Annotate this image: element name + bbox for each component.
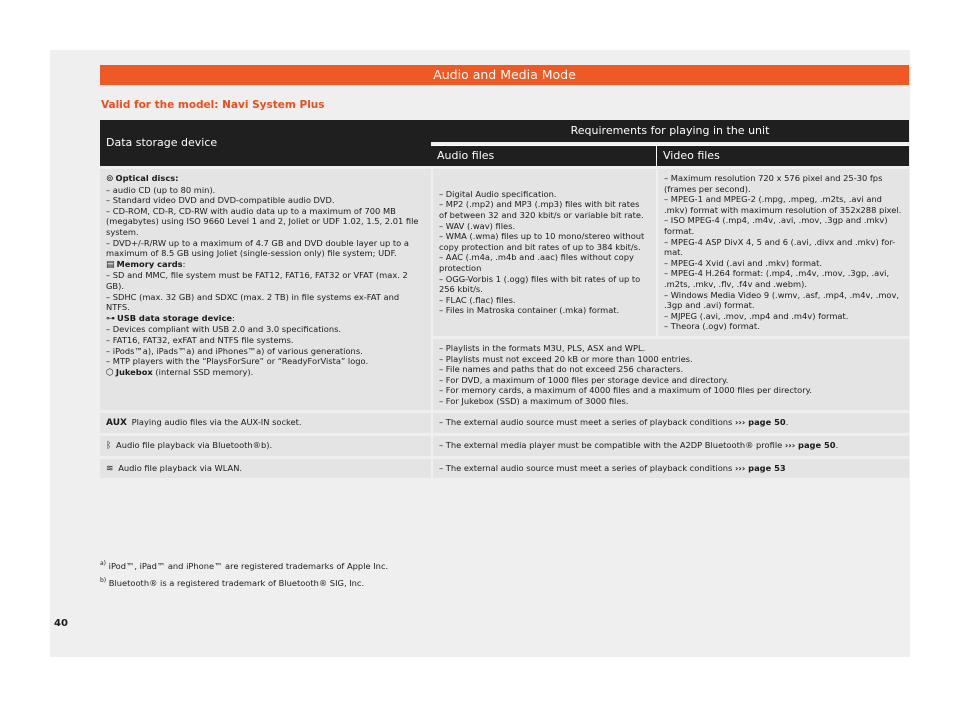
device-line: – audio CD (up to 80 min).: [106, 184, 216, 195]
video-line: – MPEG-1 and MPEG-2 (.mpg, .mpeg, .m2ts, .avi and .mkv) format with maximum resolution of 352x288 pixel.: [664, 194, 902, 215]
valid-for-note: Valid for the model: Navi System Plus: [101, 99, 325, 111]
col-header-device: Data storage device: [100, 120, 431, 166]
device-line: – DVD+/-R/RW up to a maximum of 4.7 GB and DVD double layer up to a maximum of 8.5 GB using Joliet (single-session only) file system; UDF.: [106, 237, 409, 259]
row-label-text: Playing audio files via the AUX-IN socket.: [131, 417, 302, 428]
video-line: – MJPEG (.avi, .mov, .mp4 and .m4v) format.: [664, 310, 849, 321]
manual-page: [50, 50, 910, 657]
row-label-text: Audio file playback via Bluetooth®b).: [116, 440, 273, 451]
row-req-text: – The external audio source must meet a series of playback conditions: [439, 462, 733, 473]
playlist-line: – File names and paths that do not exceed 256 characters.: [439, 364, 684, 375]
page-link[interactable]: ››› page 53: [735, 462, 786, 473]
audio-line: – OGG-Vorbis 1 (.ogg) files with bit rates of up to 256 kbit/s.: [439, 273, 641, 295]
playlist-line: – Playlists must not exceed 20 kB or more than 1000 entries.: [439, 353, 693, 364]
device-line: – SDHC (max. 32 GB) and SDXC (max. 2 TB) in file systems ex-FAT and NTFS.: [106, 291, 400, 313]
device-line: – SD and MMC, file system must be FAT12, FAT16, FAT32 or VFAT (max. 2 GB).: [106, 270, 408, 291]
audio-line: – WMA (.wma) files up to 10 mono/stereo without copy protection and bit rates of up to 384 kbit/s.: [439, 231, 645, 252]
wlan-row-requirement: [431, 459, 909, 479]
video-files-cell: [656, 169, 909, 336]
audio-line: – Files in Matroska container (.mka) format.: [439, 305, 620, 316]
col-header-video: Video files: [656, 145, 909, 166]
row-req-text: – The external media player must be compatible with the A2DP Bluetooth® profile: [439, 440, 783, 451]
optical-disc-icon: ⊚: [106, 174, 114, 184]
bluetooth-row-label: [100, 436, 431, 456]
video-line: – ISO MPEG-4 (.mp4, .m4v, .avi, .mov, .3gp and .mkv) format.: [664, 215, 888, 236]
device-line: – FAT16, FAT32, exFAT and NTFS file systems.: [106, 334, 294, 345]
video-line: – Windows Media Video 9 (.wmv, .asf, .mp4, .m4v, .mov, .3gp and .avi) format.: [664, 289, 900, 311]
memory-title: Memory cards: [116, 258, 183, 269]
device-section-optical: [106, 173, 425, 259]
audio-line: – AAC (.m4a, .m4b and .aac) files without copy protection: [439, 252, 634, 274]
video-line: – MPEG-4 Xvid (.avi and .mkv) format.: [664, 257, 823, 268]
row-tail: .: [785, 417, 789, 428]
col-header-requirements: Requirements for playing in the unit: [431, 120, 909, 142]
device-section-jukebox: [106, 367, 425, 379]
row-label-text: Audio file playback via WLAN.: [118, 462, 243, 473]
playlist-cell: [431, 339, 909, 411]
row-tail: .: [835, 440, 839, 451]
audio-files-cell: [431, 169, 656, 336]
aux-row-label: [100, 413, 431, 433]
aux-row-requirement: [431, 413, 909, 433]
footnote-a: [100, 560, 388, 571]
footnote-text: iPod™, iPad™ and iPhone™ are registered trademarks of Apple Inc.: [108, 560, 389, 571]
bluetooth-icon: ᛒ: [106, 441, 112, 452]
jukebox-title: Jukebox: [115, 366, 153, 377]
footnote-mark: b): [100, 577, 107, 584]
device-line: – iPods™a), iPads™a) and iPhones™a) of various generations.: [106, 345, 363, 356]
memory-card-icon: ▤: [106, 259, 115, 270]
device-line: – Standard video DVD and DVD-compatible audio DVD.: [106, 195, 335, 206]
video-line: – MPEG-4 H.264 format: (.mp4, .m4v, .mov, .3gp, .avi, .m2ts, .mkv, .flv, .f4v and .webm).: [664, 268, 890, 289]
footnote-text: Bluetooth® is a registered trademark of Bluetooth® SIG, Inc.: [108, 577, 365, 588]
optical-title: Optical discs:: [115, 173, 179, 183]
video-line: – Theora (.ogv) format.: [664, 321, 760, 332]
requirements-table: [100, 117, 909, 481]
aux-icon: AUX: [106, 418, 127, 429]
col-header-audio: Audio files: [431, 145, 656, 166]
footnote-mark: a): [100, 560, 107, 567]
page-number: 40: [54, 618, 68, 629]
wifi-icon: ≋: [106, 463, 114, 474]
device-line: – CD-ROM, CD-R, CD-RW with audio data up to a maximum of 700 MB (megabytes) using ISO 9660 Level 1 and 2, Joliet or UDF 1.02, 1.5, 2.01 file system.: [106, 205, 419, 237]
video-line: – MPEG-4 ASP DivX 4, 5 and 6 (.avi, .divx and .mkv) for-mat.: [664, 236, 896, 258]
usb-title: USB data storage device: [117, 312, 233, 323]
device-list-cell: [100, 169, 431, 410]
table-row: [100, 459, 909, 479]
page-header-bar: Audio and Media Mode: [100, 65, 909, 85]
video-line: – Maximum resolution 720 x 576 pixel and 25-30 fps (frames per second).: [664, 173, 883, 194]
playlist-line: – Playlists in the formats M3U, PLS, ASX and WPL.: [439, 342, 646, 353]
page-link[interactable]: ››› page 50: [784, 440, 836, 451]
audio-line: – Digital Audio specification.: [439, 188, 557, 199]
table-row: [100, 413, 909, 433]
jukebox-icon: ⬡: [106, 367, 114, 378]
bluetooth-row-requirement: [431, 436, 909, 456]
playlist-line: – For Jukebox (SSD) a maximum of 3000 files.: [439, 395, 629, 406]
jukebox-suffix: (internal SSD memory).: [152, 366, 254, 377]
footnote-b: [100, 577, 364, 588]
page-link[interactable]: ››› page 50: [735, 417, 786, 428]
wlan-row-label: [100, 459, 431, 479]
device-section-memory: ▤ Memory cards: – SD and MMC, file system must be FAT12, FAT16, FAT32 or VFAT (max. 2 GB). – SDHC (max. 32 GB) and SDXC (max. 2 TB) in file systems ex-FAT and NTFS.: [106, 259, 425, 313]
audio-line: – FLAC (.flac) files.: [439, 294, 516, 305]
device-section-usb: ⊶ USB data storage device: – Devices compliant with USB 2.0 and 3.0 specifications. – FAT16, FAT32, exFAT and NTFS file systems. – iPods™a), iPads™a) and iPhones™a) of various generations. – MTP players with the “PlaysForSure” or “ReadyForVista” logo.: [106, 313, 425, 367]
device-line: – Devices compliant with USB 2.0 and 3.0 specifications.: [106, 324, 342, 335]
playlist-line: – For memory cards, a maximum of 4000 files and a maximum of 1000 files per directory.: [439, 385, 812, 396]
playlist-line: – For DVD, a maximum of 1000 files per storage device and directory.: [439, 374, 729, 385]
audio-line: – WAV (.wav) files.: [439, 220, 516, 231]
audio-line: – MP2 (.mp2) and MP3 (.mp3) files with bit rates of between 32 and 320 kbit/s or variable bit rate.: [439, 199, 644, 221]
device-line: – MTP players with the “PlaysForSure” or “ReadyForVista” logo.: [106, 356, 369, 367]
usb-icon: ⊶: [106, 313, 115, 324]
row-req-text: – The external audio source must meet a series of playback conditions: [439, 417, 733, 428]
table-row: [100, 436, 909, 456]
